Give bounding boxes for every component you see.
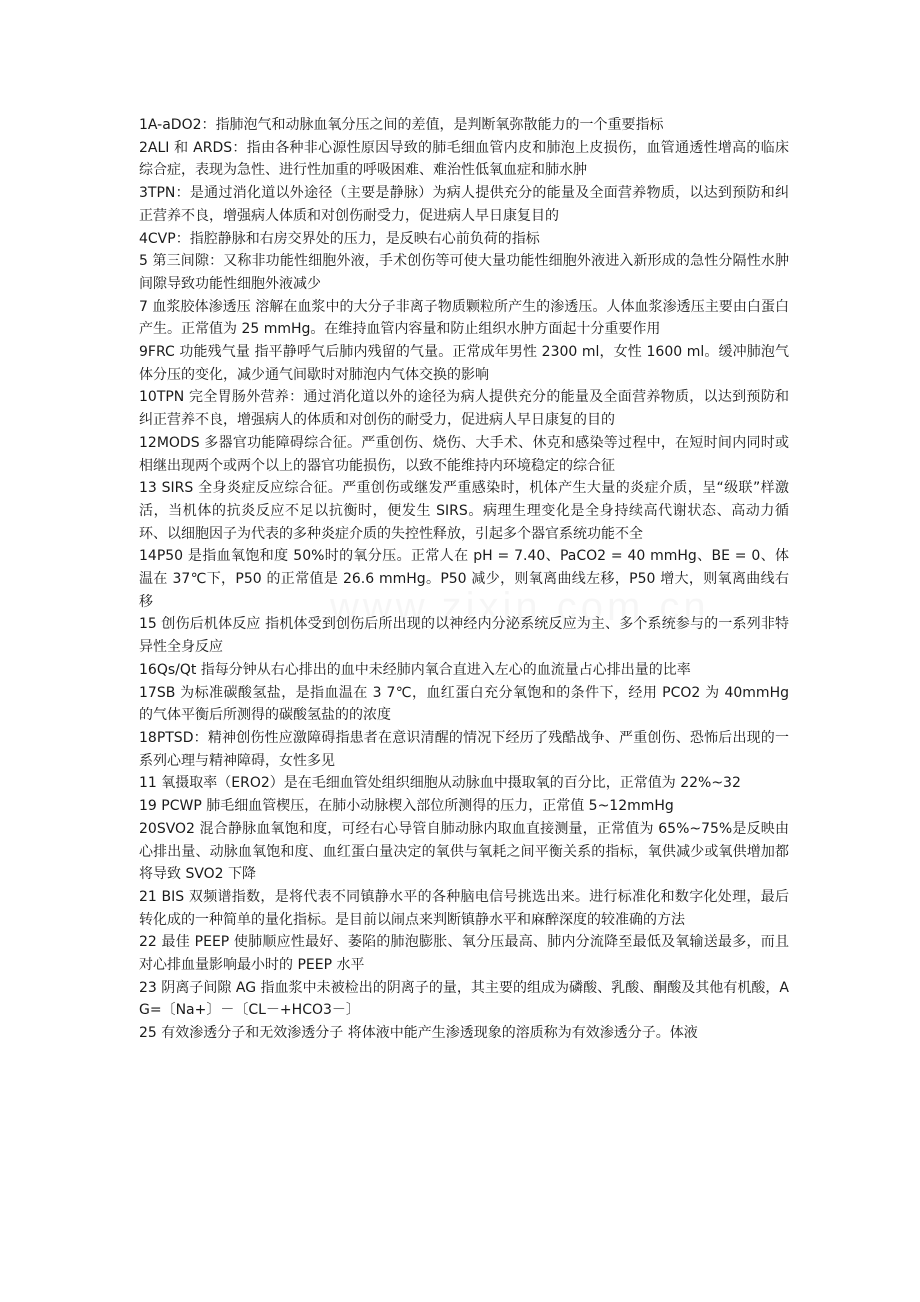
definition-best-peep: 22 最佳 PEEP 使肺顺应性最好、萎陷的肺泡膨胀、氧分压最高、肺内分流降至最低及氧输送最多，而且对心排血量影响最小时的 PEEP 水平 [139, 934, 789, 974]
definition-frc: 9FRC 功能残气量 指平静呼气后肺内残留的气量。正常成年男性 2300 ml，女性 1600 ml。缓冲肺泡气体分压的变化，减少通气间歇时对肺泡内气体交换的影响 [139, 344, 789, 383]
definition-sb: 17SB 为标准碳酸氢盐，是指血温在 3 7℃，血红蛋白充分氧饱和的条件下，经用 PCO2 为 40mmHg 的气体平衡后所测得的碳酸氢盐的的浓度 [139, 684, 789, 724]
definition-total-parenteral-nutrition: 10TPN 完全胃肠外营养：通过消化道以外的途径为病人提供充分的能量及全面营养物质，以达到预防和纠正营养不良，增强病人的体质和对创伤的耐受力，促进病人早日康复的目的 [139, 389, 789, 429]
definition-tpn: 3TPN：是通过消化道以外途径（主要是静脉）为病人提供充分的能量及全面营养物质，以达到预防和纠正营养不良，增强病人体质和对创伤耐受力，促进病人早日康复目的 [139, 185, 789, 224]
definition-ero2: 11 氧摄取率（ERO2）是在毛细血管处组织细胞从动脉血中摄取氧的百分比，正常值为 22%~32 [139, 775, 741, 792]
definition-anion-gap: 23 阴离子间隙 AG 指血浆中未被检出的阴离子的量，其主要的组成为磷酸、乳酸、酮酸及其他有机酸，AG=〔Na+〕－〔CL－+HCO3－〕 [139, 979, 789, 1019]
definition-ptsd: 18PTSD：精神创伤性应激障碍指患者在意识清醒的情况下经历了残酷战争、严重创伤、恐怖后出现的一系列心理与精神障碍，女性多见 [139, 729, 789, 769]
definition-sirs: 13 SIRS 全身炎症反应综合征。严重创伤或继发严重感染时，机体产生大量的炎症介质，呈“级联”样激活，当机体的抗炎反应不足以抗衡时，便发生 SIRS。病理生理变化是全身持续高代谢状态、高动力循环、以细胞因子为代表的多种炎症介质的失控性释放，引起多个器官系统功能不全 [139, 480, 789, 542]
definition-cvp: 4CVP：指腔静脉和右房交界处的压力，是反映右心前负荷的指标 [139, 230, 540, 247]
definition-colloid-osmotic-pressure: 7 血浆胶体渗透压 溶解在血浆中的大分子非离子物质颗粒所产生的渗透压。人体血浆渗透压主要由白蛋白产生。正常值为 25 mmHg。在维持血管内容量和防止组织水肿方面起十分重要作用 [139, 298, 789, 338]
definition-1a-ado2: 1A-aDO2：指肺泡气和动脉血氧分压之间的差值，是判断氧弥散能力的一个重要指标 [139, 117, 664, 133]
definition-p50: 14P50 是指血氧饱和度 50%时的氧分压。正常人在 pH = 7.40、PaCO2 = 40 mmHg、BE = 0、体温在 37℃下，P50 的正常值是 26.6 mmHg。P50 减少，则氧离曲线左移，P50 增大，则氧离曲线右移 [139, 548, 789, 610]
definition-pcwp: 19 PCWP 肺毛细血管楔压，在肺小动脉楔入部位所测得的压力，正常值 5~12mmHg [139, 798, 674, 815]
definition-ali-ards: 2ALI 和 ARDS：指由各种非心源性原因导致的肺毛细血管内皮和肺泡上皮损伤，血管通透性增高的临床综合症，表现为急性、进行性加重的呼吸困难、难治性低氧血症和肺水肿 [139, 139, 789, 179]
definition-bis: 21 BIS 双频谱指数，是将代表不同镇静水平的各种脑电信号挑选出来。进行标准化和数字化处理，最后转化成的一种简单的量化指标。是目前以闹点来判断镇静水平和麻醉深度的较准确的方法 [139, 888, 789, 928]
definition-effective-osmoles: 25 有效渗透分子和无效渗透分子 将体液中能产生渗透现象的溶质称为有效渗透分子。体液 [139, 1025, 698, 1042]
document-body [139, 114, 789, 1045]
definition-svo2: 20SVO2 混合静脉血氧饱和度，可经右心导管自肺动脉内取血直接测量，正常值为 65%~75%是反映由心排出量、动脉血氧饱和度、血红蛋白量决定的氧供与氧耗之间平衡关系的指标，氧供减少或氧供增加都将导致 SVO2 下降 [139, 820, 789, 883]
definition-post-trauma-response: 15 创伤后机体反应 指机体受到创伤后所出现的以神经内分泌系统反应为主、多个系统参与的一系列非特异性全身反应 [139, 616, 789, 656]
definition-third-space: 5 第三间隙：又称非功能性细胞外液，手术创伤等可使大量功能性细胞外液进入新形成的急性分隔性水肿间隙导致功能性细胞外液减少 [139, 253, 789, 292]
definition-mods: 12MODS 多器官功能障碍综合征。严重创伤、烧伤、大手术、休克和感染等过程中，在短时间内同时或相继出现两个或两个以上的器官功能损伤，以致不能维持内环境稳定的综合征 [139, 434, 789, 474]
definition-qs-qt: 16Qs/Qt 指每分钟从右心排出的血中未经肺内氧合直进入左心的血流量占心排出量的比率 [139, 661, 691, 678]
